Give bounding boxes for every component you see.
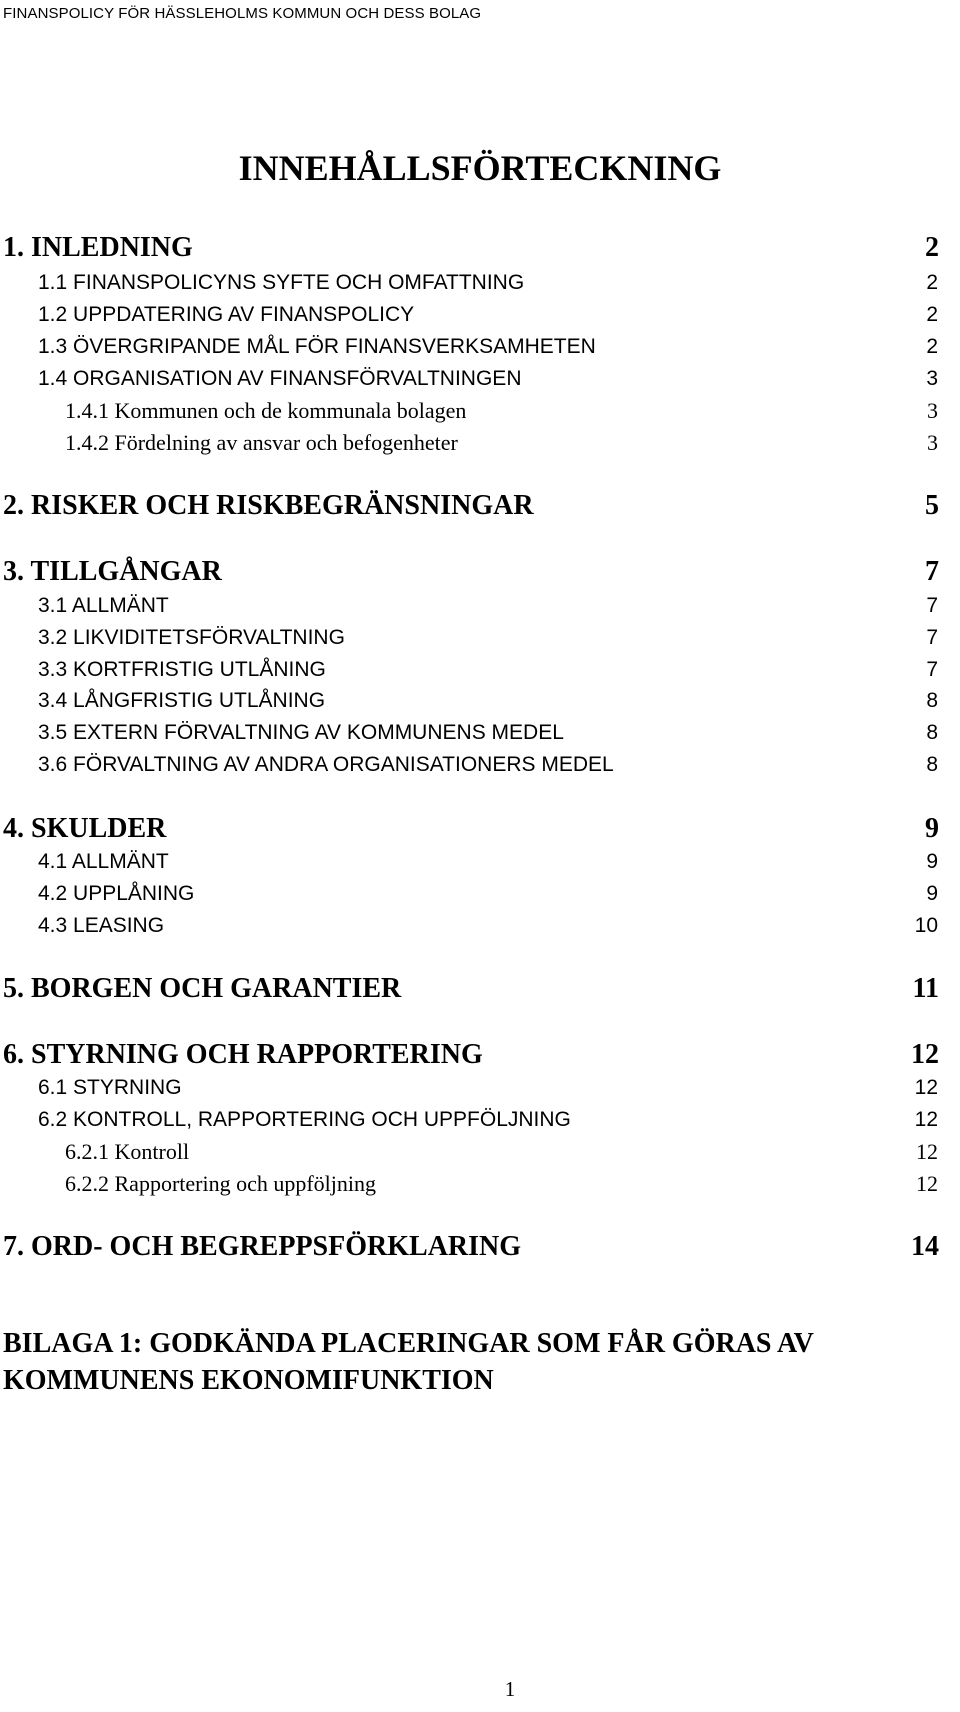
toc-appendix-entry[interactable]: BILAGA 1: GODKÄNDA PLACERINGAR SOM FÅR GÖRAS AV KOMMUNENS EKONOMIFUNKTION bbox=[3, 1328, 814, 1396]
toc-entry-6[interactable] bbox=[0, 1039, 960, 1073]
toc-entry-label: 3.2 LIKVIDITETSFÖRVALTNING bbox=[38, 626, 345, 649]
toc-entry-4[interactable] bbox=[0, 813, 960, 847]
toc-entry-label: 2. RISKER OCH RISKBEGRÄNSNINGAR bbox=[3, 490, 534, 521]
toc-entry-label: 3.3 KORTFRISTIG UTLÅNING bbox=[38, 658, 326, 681]
toc-entry-page: 12 bbox=[911, 1039, 939, 1070]
toc-entry-page: 3 bbox=[927, 398, 938, 423]
toc-entry-label: 4.1 ALLMÄNT bbox=[38, 850, 169, 873]
toc-entry-label: 1. INLEDNING bbox=[3, 232, 193, 263]
toc-entry-page: 12 bbox=[914, 1076, 938, 1099]
toc-entry-label: 6.2.2 Rapportering och uppföljning bbox=[65, 1171, 377, 1196]
toc-entry-label: 1.4.1 Kommunen och de kommunala bolagen bbox=[65, 398, 467, 423]
toc-entry-page: 7 bbox=[925, 556, 939, 587]
toc-entry-1[interactable] bbox=[0, 232, 960, 266]
toc-entry-7[interactable] bbox=[0, 1231, 960, 1265]
toc-entry-label: 3.5 EXTERN FÖRVALTNING AV KOMMUNENS MEDEL bbox=[38, 721, 564, 744]
toc-entry-page: 7 bbox=[926, 658, 938, 681]
toc-entry-label: 5. BORGEN OCH GARANTIER bbox=[3, 973, 402, 1004]
toc-entry-page: 3 bbox=[926, 367, 938, 390]
toc-entry-4-3[interactable] bbox=[0, 914, 960, 948]
toc-entry-4-1[interactable] bbox=[0, 850, 960, 884]
toc-entry-page: 8 bbox=[926, 689, 938, 712]
toc-entry-label: 3.1 ALLMÄNT bbox=[38, 594, 169, 617]
toc-entry-6-2-2[interactable] bbox=[0, 1171, 960, 1205]
toc-entry-page: 2 bbox=[926, 303, 938, 326]
toc-entry-label: 6.1 STYRNING bbox=[38, 1076, 182, 1099]
page-number: 1 bbox=[504, 1677, 516, 1701]
toc-entry-page: 9 bbox=[926, 850, 938, 873]
toc-entry-3-3[interactable] bbox=[0, 658, 960, 692]
toc-entry-1-1[interactable] bbox=[0, 271, 960, 305]
toc-entry-label: 4. SKULDER bbox=[3, 813, 167, 844]
toc-entry-1-2[interactable] bbox=[0, 303, 960, 337]
toc-title: INNEHÅLLSFÖRTECKNING bbox=[238, 148, 722, 188]
toc-entry-page: 10 bbox=[914, 914, 938, 937]
toc-entry-page: 7 bbox=[926, 594, 938, 617]
toc-entry-1-4-2[interactable] bbox=[0, 430, 960, 464]
toc-entry-page: 11 bbox=[912, 973, 939, 1004]
toc-entry-page: 9 bbox=[926, 882, 938, 905]
toc-entry-page: 8 bbox=[926, 721, 938, 744]
running-header: FINANSPOLICY FÖR HÄSSLEHOLMS KOMMUN OCH DESS BOLAG bbox=[3, 5, 482, 22]
toc-entry-6-2[interactable] bbox=[0, 1108, 960, 1142]
toc-entry-label: 6.2 KONTROLL, RAPPORTERING OCH UPPFÖLJNING bbox=[38, 1108, 571, 1131]
toc-entry-label: 7. ORD- OCH BEGREPPSFÖRKLARING bbox=[3, 1231, 522, 1262]
toc-entry-page: 2 bbox=[926, 271, 938, 294]
toc-entry-1-4-1[interactable] bbox=[0, 398, 960, 432]
toc-entry-3-1[interactable] bbox=[0, 594, 960, 628]
toc-entry-label: 1.4 ORGANISATION AV FINANSFÖRVALTNINGEN bbox=[38, 367, 522, 390]
toc-entry-label: 6.2.1 Kontroll bbox=[65, 1139, 190, 1164]
toc-entry-3[interactable] bbox=[0, 556, 960, 590]
toc-entry-page: 9 bbox=[925, 813, 939, 844]
toc-entry-label: 3. TILLGÅNGAR bbox=[3, 556, 222, 587]
toc-entry-page: 14 bbox=[911, 1231, 939, 1262]
toc-entry-1-4[interactable] bbox=[0, 367, 960, 401]
toc-entry-label: 1.4.2 Fördelning av ansvar och befogenheter bbox=[65, 430, 458, 455]
toc-entry-page: 5 bbox=[925, 490, 939, 521]
toc-entry-label: 4.2 UPPLÅNING bbox=[38, 882, 195, 905]
toc-entry-label: 3.6 FÖRVALTNING AV ANDRA ORGANISATIONERS MEDEL bbox=[38, 753, 614, 776]
toc-entry-label: 1.1 FINANSPOLICYNS SYFTE OCH OMFATTNING bbox=[38, 271, 525, 294]
toc-entry-label: 1.3 ÖVERGRIPANDE MÅL FÖR FINANSVERKSAMHETEN bbox=[38, 335, 596, 358]
toc-entry-label: 6. STYRNING OCH RAPPORTERING bbox=[3, 1039, 483, 1070]
toc-entry-5[interactable] bbox=[0, 973, 960, 1007]
toc-entry-page: 3 bbox=[927, 430, 938, 455]
toc-entry-6-1[interactable] bbox=[0, 1076, 960, 1110]
toc-entry-page: 8 bbox=[926, 753, 938, 776]
toc-entry-label: 4.3 LEASING bbox=[38, 914, 165, 937]
toc-entry-6-2-1[interactable] bbox=[0, 1139, 960, 1173]
toc-entry-page: 2 bbox=[926, 335, 938, 358]
toc-entry-3-6[interactable] bbox=[0, 753, 960, 787]
toc-entry-page: 2 bbox=[925, 232, 939, 263]
toc-entry-page: 12 bbox=[914, 1108, 938, 1131]
toc-entry-4-2[interactable] bbox=[0, 882, 960, 916]
toc-entry-label: 1.2 UPPDATERING AV FINANSPOLICY bbox=[38, 303, 415, 326]
toc-entry-2[interactable] bbox=[0, 490, 960, 524]
toc-entry-page: 12 bbox=[916, 1171, 938, 1196]
toc-entry-1-3[interactable] bbox=[0, 335, 960, 369]
toc-entry-3-5[interactable] bbox=[0, 721, 960, 755]
toc-entry-page: 7 bbox=[926, 626, 938, 649]
toc-entry-page: 12 bbox=[916, 1139, 938, 1164]
toc-entry-3-4[interactable] bbox=[0, 689, 960, 723]
toc-entry-3-2[interactable] bbox=[0, 626, 960, 660]
toc-entry-label: 3.4 LÅNGFRISTIG UTLÅNING bbox=[38, 689, 326, 712]
